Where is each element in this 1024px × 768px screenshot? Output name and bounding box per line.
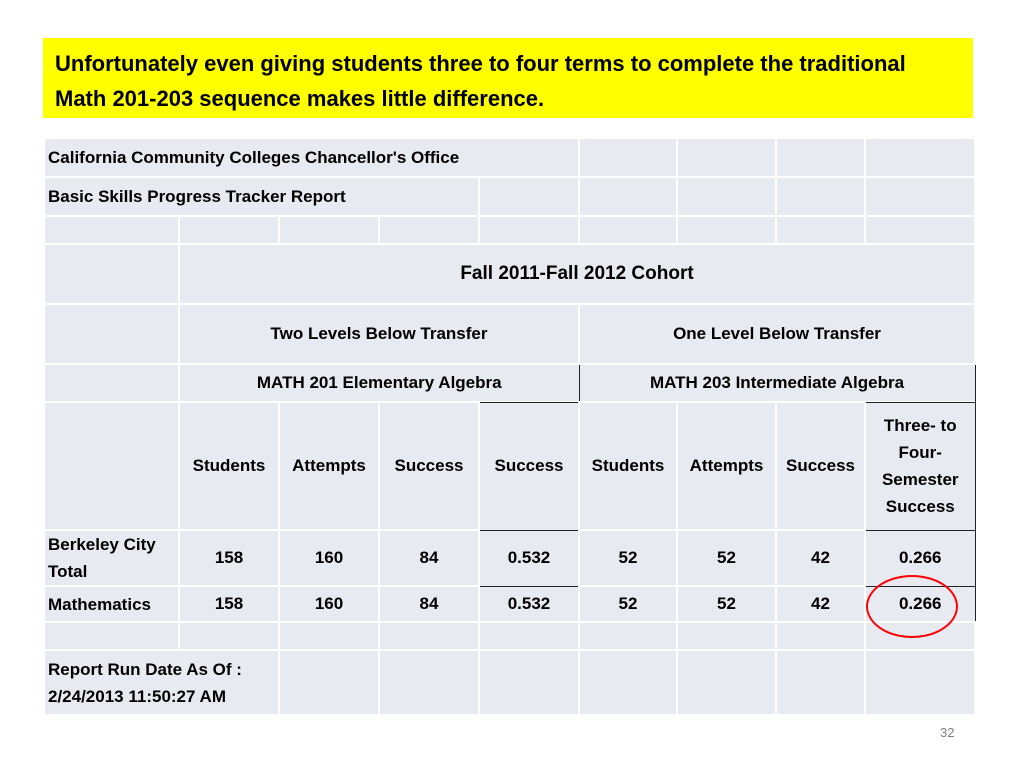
org-row bbox=[44, 138, 975, 177]
page-number: 32 bbox=[940, 725, 955, 740]
col-header: Students bbox=[179, 402, 279, 530]
cell-value: 158 bbox=[179, 530, 279, 586]
cell-value: 84 bbox=[379, 586, 479, 622]
col-header: Attempts bbox=[279, 402, 379, 530]
cell-value: 42 bbox=[776, 530, 865, 586]
run-date-label: Report Run Date As Of : bbox=[48, 659, 242, 679]
cell-value: 52 bbox=[677, 586, 776, 622]
cell-value: 84 bbox=[379, 530, 479, 586]
report-title: Basic Skills Progress Tracker Report bbox=[44, 177, 479, 216]
cell-value-highlight: 0.532 bbox=[479, 586, 579, 622]
courses-row bbox=[44, 364, 975, 402]
col-header: Success bbox=[479, 402, 579, 530]
cell-value: 42 bbox=[776, 586, 865, 622]
org-name: California Community Colleges Chancellor's Office bbox=[44, 138, 579, 177]
row-label: Mathematics bbox=[44, 586, 179, 622]
cohort-title: Fall 2011-Fall 2012 Cohort bbox=[179, 244, 975, 304]
course-math-201: MATH 201 Elementary Algebra bbox=[179, 364, 579, 402]
level-two-below: Two Levels Below Transfer bbox=[179, 304, 579, 364]
cell-value: 158 bbox=[179, 586, 279, 622]
cell-value: 52 bbox=[579, 530, 677, 586]
slide-headline: Unfortunately even giving students three to four terms to complete the traditional Math 201-203 sequence makes little difference. bbox=[43, 38, 973, 118]
cell-value: 52 bbox=[579, 586, 677, 622]
level-one-below: One Level Below Transfer bbox=[579, 304, 975, 364]
course-math-203: MATH 203 Intermediate Algebra bbox=[579, 364, 975, 402]
run-date-row bbox=[44, 650, 975, 715]
report-title-row bbox=[44, 177, 975, 216]
col-header: Students bbox=[579, 402, 677, 530]
cell-value: 160 bbox=[279, 530, 379, 586]
cohort-row bbox=[44, 244, 975, 304]
col-header: Three- to Four- Semester Success bbox=[865, 402, 975, 530]
spacer-row bbox=[44, 216, 975, 244]
cell-value: 52 bbox=[677, 530, 776, 586]
col-header: Success bbox=[379, 402, 479, 530]
row-label: Berkeley City Total bbox=[44, 530, 179, 586]
levels-row bbox=[44, 304, 975, 364]
column-header-row bbox=[44, 402, 975, 530]
cell-value: 160 bbox=[279, 586, 379, 622]
cell-value-highlight: 0.266 bbox=[865, 586, 975, 622]
col-header: Attempts bbox=[677, 402, 776, 530]
spacer-row bbox=[44, 622, 975, 650]
table-row bbox=[44, 586, 975, 622]
run-date bbox=[44, 650, 279, 715]
cell-value: 0.532 bbox=[479, 530, 579, 586]
cell-value: 0.266 bbox=[865, 530, 975, 586]
progress-tracker-table bbox=[43, 137, 976, 716]
run-date-value: 2/24/2013 11:50:27 AM bbox=[48, 686, 226, 706]
highlight-circle bbox=[866, 575, 958, 638]
table-row bbox=[44, 530, 975, 586]
col-header: Success bbox=[776, 402, 865, 530]
